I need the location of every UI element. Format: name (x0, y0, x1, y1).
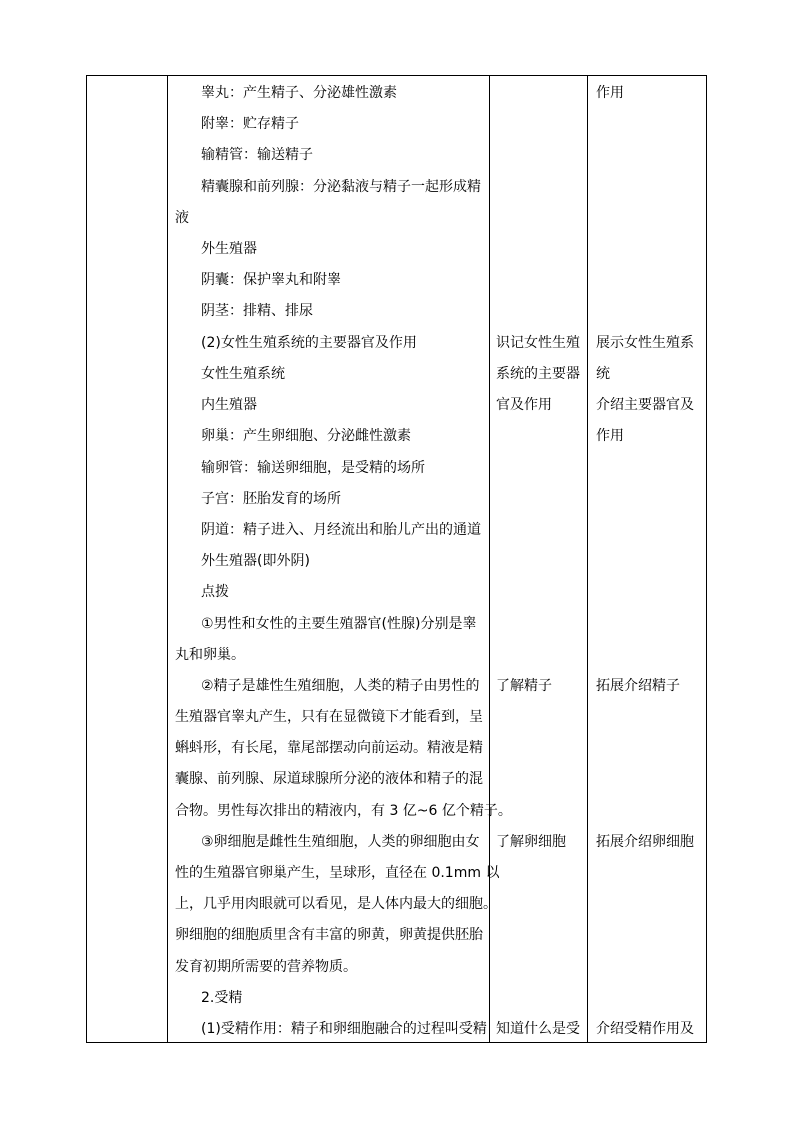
teacher-line: 统 (596, 366, 610, 382)
content-line: 精囊腺和前列腺：分泌黏液与精子一起形成精 (201, 179, 481, 195)
content-line: (2)女性生殖系统的主要器官及作用 (201, 335, 417, 351)
content-line: 输精管：输送精子 (201, 147, 313, 163)
content-line: 性的生殖器官卵巢产生，呈球形，直径在 0.1mm 以 (175, 865, 500, 881)
content-line: 睾丸：产生精子、分泌雄性激素 (201, 85, 397, 101)
lesson-table (86, 75, 707, 1043)
teacher-activity-cell (588, 76, 707, 1043)
content-line: 发育初期所需要的营养物质。 (175, 959, 357, 975)
teacher-line: 介绍主要器官及 (596, 397, 694, 413)
content-line: 阴囊：保护睾丸和附睾 (201, 272, 341, 288)
stage-column-cell (87, 76, 168, 1043)
activity-line: 了解精子 (496, 678, 552, 694)
teacher-line: 作用 (596, 428, 624, 444)
activity-line: 官及作用 (496, 397, 552, 413)
activity-line: 知道什么是受 (496, 1021, 580, 1037)
content-line: 内生殖器 (201, 397, 257, 413)
content-line: 合物。男性每次排出的精液内，有 3 亿~6 亿个精子。 (175, 803, 512, 819)
content-line: 阴道：精子进入、月经流出和胎儿产出的通道 (201, 522, 481, 538)
content-line: 蝌蚪形，有长尾，靠尾部摆动向前运动。精液是精 (175, 740, 483, 756)
student-activity-cell (490, 76, 588, 1043)
activity-line: 了解卵细胞 (496, 834, 566, 850)
teacher-line: 拓展介绍精子 (596, 678, 680, 694)
content-line: 液 (175, 210, 189, 226)
content-column-cell (168, 76, 512, 1043)
content-line: 附睾：贮存精子 (201, 116, 299, 132)
content-line: 2.受精 (201, 990, 243, 1006)
content-line: 生殖器官睾丸产生，只有在显微镜下才能看到，呈 (175, 709, 483, 725)
content-line: 输卵管：输送卵细胞，是受精的场所 (201, 460, 425, 476)
content-line: 子宫：胚胎发育的场所 (201, 491, 341, 507)
content-line: 外生殖器(即外阴) (201, 553, 310, 569)
content-line: 丸和卵巢。 (175, 647, 245, 663)
activity-line: 系统的主要器 (496, 366, 580, 382)
content-line: 卵巢：产生卵细胞、分泌雌性激素 (201, 428, 411, 444)
content-line: 阴茎：排精、排尿 (201, 303, 313, 319)
content-line: (1)受精作用：精子和卵细胞融合的过程叫受精 (201, 1021, 487, 1037)
teacher-line: 作用 (596, 85, 624, 101)
teacher-line: 拓展介绍卵细胞 (596, 834, 694, 850)
content-line: 囊腺、前列腺、尿道球腺所分泌的液体和精子的混 (175, 771, 483, 787)
content-line: ③卵细胞是雌性生殖细胞，人类的卵细胞由女 (201, 834, 480, 850)
content-line: 点拨 (201, 584, 229, 600)
content-line: ②精子是雄性生殖细胞，人类的精子由男性的 (201, 678, 480, 694)
activity-line: 识记女性生殖 (496, 335, 580, 351)
content-line: 女性生殖系统 (201, 366, 285, 382)
content-line: 卵细胞的细胞质里含有丰富的卵黄，卵黄提供胚胎 (175, 927, 483, 943)
teacher-line: 展示女性生殖系 (596, 335, 694, 351)
teacher-line: 介绍受精作用及 (596, 1021, 694, 1037)
content-line: 上，几乎用肉眼就可以看见，是人体内最大的细胞。 (175, 896, 497, 912)
content-line: ①男性和女性的主要生殖器官(性腺)分别是睾 (201, 616, 477, 632)
content-line: 外生殖器 (201, 241, 257, 257)
table-row (87, 76, 707, 1043)
